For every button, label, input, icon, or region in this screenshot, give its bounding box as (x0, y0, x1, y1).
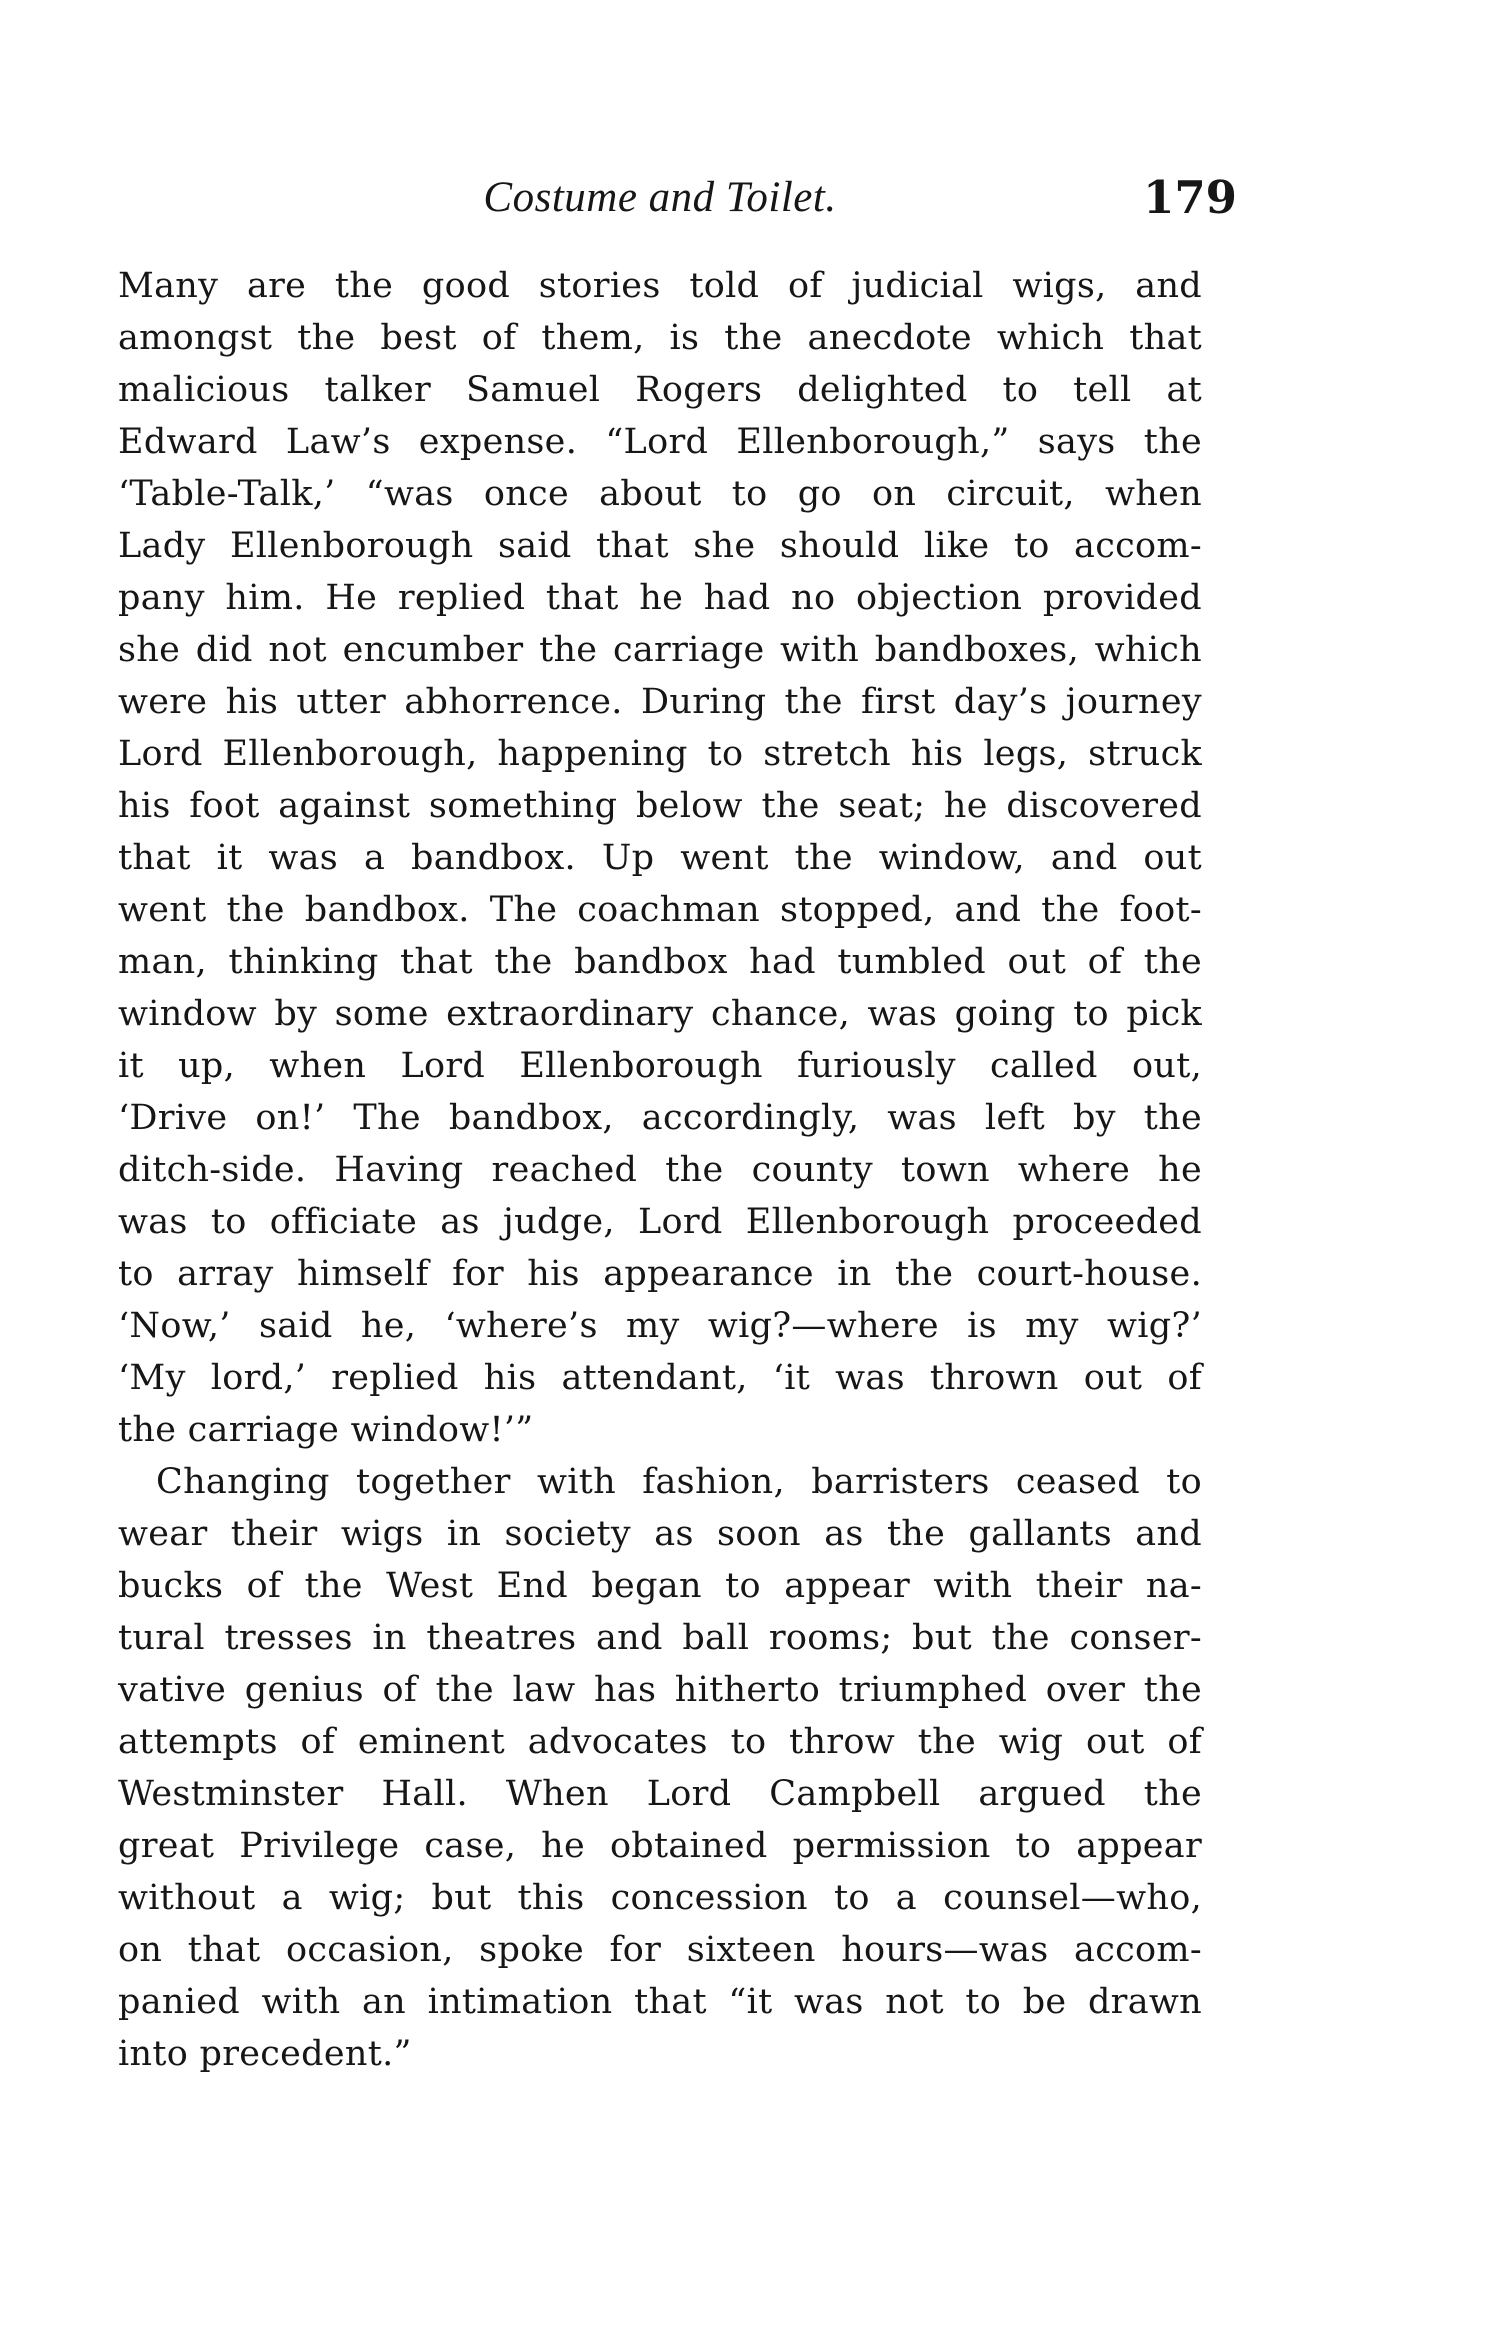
text-line: wear their wigs in society as soon as the gallants and (118, 1514, 1202, 1554)
text-line: went the bandbox. The coachman stopped, and the foot- (118, 890, 1202, 930)
text-line: amongst the best of them, is the anecdote which that (118, 318, 1202, 358)
text-line: the carriage window!’” (118, 1410, 534, 1450)
text-line: attempts of eminent advocates to throw the wig out of (118, 1722, 1202, 1762)
text-line: were his utter abhorrence. During the first day’s journey (118, 682, 1202, 722)
page-number: 179 (1143, 171, 1237, 224)
body-text (118, 260, 1202, 2080)
text-line: was to officiate as judge, Lord Ellenborough proceeded (118, 1202, 1202, 1242)
running-title: Costume and Toilet. (483, 174, 837, 221)
paragraph-1 (118, 260, 1202, 1456)
running-head (118, 168, 1237, 228)
text-line: pany him. He replied that he had no objection provided (118, 578, 1202, 618)
text-line: ‘Now,’ said he, ‘where’s my wig?—where is my wig?’ (118, 1306, 1202, 1346)
text-line: Lord Ellenborough, happening to stretch his legs, struck (118, 734, 1202, 774)
text-line: on that occasion, spoke for sixteen hours—was accom- (118, 1930, 1202, 1970)
text-line: ‘My lord,’ replied his attendant, ‘it was thrown out of (118, 1358, 1202, 1398)
text-line: ditch-side. Having reached the county town where he (118, 1150, 1202, 1190)
text-line: without a wig; but this concession to a counsel—who, (118, 1878, 1202, 1918)
text-line: that it was a bandbox. Up went the window, and out (118, 838, 1202, 878)
text-line: vative genius of the law has hitherto triumphed over the (118, 1670, 1202, 1710)
text-line: window by some extraordinary chance, was going to pick (118, 994, 1202, 1034)
text-line: it up, when Lord Ellenborough furiously called out, (118, 1046, 1202, 1086)
paragraph-2 (118, 1456, 1202, 2080)
text-line: tural tresses in theatres and ball rooms; but the conser- (118, 1618, 1202, 1658)
text-line: ‘Drive on!’ The bandbox, accordingly, was left by the (118, 1098, 1202, 1138)
text-line: Changing together with fashion, barristers ceased to (156, 1462, 1202, 1502)
text-line: man, thinking that the bandbox had tumbled out of the (118, 942, 1202, 982)
text-line: Edward Law’s expense. “Lord Ellenborough,” says the (118, 422, 1202, 462)
text-line: great Privilege case, he obtained permission to appear (118, 1826, 1202, 1866)
text-line: Westminster Hall. When Lord Campbell argued the (118, 1774, 1202, 1814)
text-line: bucks of the West End began to appear with their na- (118, 1566, 1202, 1606)
text-line: she did not encumber the carriage with bandboxes, which (118, 630, 1202, 670)
text-line: ‘Table-Talk,’ “was once about to go on circuit, when (118, 474, 1202, 514)
text-line: to array himself for his appearance in the court-house. (118, 1254, 1202, 1294)
text-line: malicious talker Samuel Rogers delighted to tell at (118, 370, 1202, 410)
text-line: into precedent.” (118, 2034, 412, 2074)
text-line: panied with an intimation that “it was not to be drawn (118, 1982, 1202, 2022)
text-line: Lady Ellenborough said that she should like to accom- (118, 526, 1202, 566)
text-line: his foot against something below the seat; he discovered (118, 786, 1202, 826)
text-line: Many are the good stories told of judicial wigs, and (118, 266, 1202, 306)
